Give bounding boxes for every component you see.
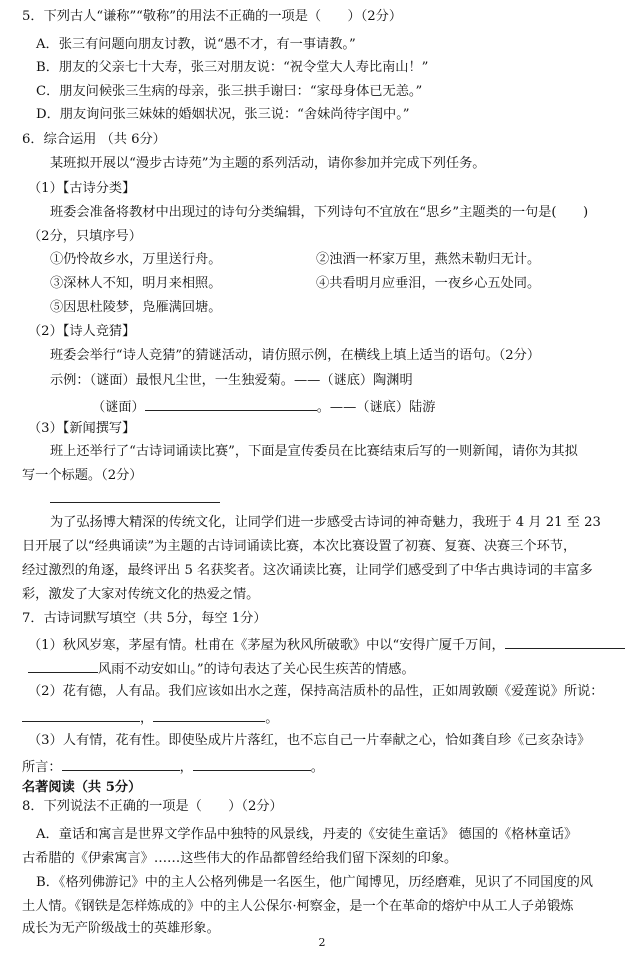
q5-stem: 5．下列古人“谦称”“敬称”的用法不正确的一项是（ ）（2分） (22, 9, 403, 24)
riddle-answer-blank[interactable] (145, 396, 317, 411)
news-line-2: 日开展了以“经典诵读”为主题的古诗词诵读比赛，本次比赛设置了初赛、复赛、决赛三个环节， (22, 539, 577, 554)
q6-task2-example: 示例：（谜面）最恨凡尘世，一生独爱菊。——（谜底）陶渊明 (50, 373, 413, 388)
reading-heading: 名著阅读（共 5分） (22, 780, 142, 795)
q6-task1-line2: （2分，只填序号） (28, 229, 142, 244)
q7-part3-line1: （3）人有情，花有性。即使坠成片片落红，也不忘自己一片奉献之心，恰如龚自珍《己亥杂诗》 (28, 733, 591, 748)
q7-part1-line1 (28, 634, 625, 655)
q7-title: 7．古诗词默写填空（共 5分，每空 1分） (22, 611, 267, 626)
q8-option-a-line2: 古希腊的《伊索寓言》……这些伟大的作品都曾经给我们留下深刻的印象。 (22, 851, 458, 866)
q6-title: 6．综合运用 （共 6分） (22, 132, 166, 147)
q6-task3-line2: 写一个标题。（2分） (22, 468, 143, 483)
riddle-suffix: 。——（谜底）陆游 (316, 400, 436, 415)
q7-part3-sep: ， (179, 760, 193, 775)
poem-5: ⑤因思杜陵梦，凫雁满回塘。 (50, 300, 222, 315)
q7-blank-2[interactable] (28, 658, 98, 673)
q7-blank-4[interactable] (153, 707, 265, 722)
q7-blank-6[interactable] (193, 756, 311, 771)
q7-part2-line2 (22, 707, 278, 728)
q8-option-b-line2: 土人情。《钢铁是怎样炼成的》中的主人公保尔·柯察金，是一个在革命的熔炉中从工人子弟锻炼 (22, 899, 574, 914)
riddle-prefix: （谜面） (92, 400, 145, 415)
q7-part2-line1: （2）花有德，人有品。我们应该如出水之莲，保持高洁质朴的品性，正如周敦颐《爱莲说》所说： (28, 684, 604, 699)
q7-part2-end: 。 (265, 711, 279, 726)
poem-2: ②浊酒一杯家万里，燕然未勒归无计。 (316, 252, 541, 267)
q5-option-a: A．张三有问题向朋友讨教，说“愚不才，有一事请教。” (36, 37, 356, 52)
news-line-3: 经过激烈的角逐，最终评出 5 名获奖者。这次诵读比赛，让同学们感受到了中华古典诗词的丰富多 (22, 563, 593, 578)
q6-task3-title: （3）【新闻撰写】 (28, 421, 136, 436)
q7-blank-5[interactable] (62, 756, 180, 771)
q7-part1-line2 (28, 658, 415, 679)
q7-blank-1[interactable] (505, 634, 625, 649)
poem-1: ①仍怜故乡水，万里送行舟。 (50, 252, 222, 267)
q6-task3-line1: 班上还举行了“古诗词诵读比赛”，下面是宣传委员在比赛结束后写的一则新闻，请你为其拟 (50, 444, 578, 459)
page-number: 2 (318, 936, 326, 949)
q5-option-b: B．朋友的父亲七十大寿，张三对朋友说：“祝令堂大人寿比南山！” (36, 60, 429, 75)
q6-task1-title: （1）【古诗分类】 (28, 181, 136, 196)
q7-part3-line2 (22, 756, 324, 777)
q7-part3-prefix: 所言： (22, 760, 62, 775)
q7-part1-text2: 风雨不动安如山。”的诗句表达了关心民生疾苦的情感。 (98, 662, 415, 677)
q6-task2-title: （2）【诗人竞猜】 (28, 324, 136, 339)
q6-intro: 某班拟开展以“漫步古诗苑”为主题的系列活动，请你参加并完成下列任务。 (50, 156, 486, 171)
poem-3: ③深林人不知，明月来相照。 (50, 276, 222, 291)
headline-blank-row (50, 488, 220, 509)
q5-option-c: C．朋友问候张三生病的母亲，张三拱手谢曰：“家母身体已无恙。” (36, 84, 423, 99)
q7-part2-sep: ， (140, 711, 154, 726)
q7-part1-text: （1）秋风岁寒，茅屋有情。杜甫在《茅屋为秋风所破歌》中以“安得广厦千万间， (28, 638, 505, 653)
q7-blank-3[interactable] (22, 707, 140, 722)
q6-task2-fill-line (92, 396, 435, 417)
news-line-4: 彩，激发了大家对传统文化的热爱之情。 (22, 587, 260, 602)
q8-option-a-line1: A．童话和寓言是世界文学作品中独特的风景线，丹麦的《安徒生童话》 德国的《格林童话》 (36, 827, 578, 842)
q5-option-d: D．朋友询问张三妹妹的婚姻状况，张三说：“舍妹尚待字闺中。” (36, 107, 410, 122)
q8-stem: 8．下列说法不正确的一项是（ ）（2分） (22, 799, 283, 814)
q6-task2-line1: 班委会举行“诗人竞猜”的猜谜活动，请仿照示例，在横线上填上适当的语句。（2分） (50, 348, 541, 363)
q7-part3-end: 。 (310, 760, 324, 775)
poem-4: ④共看明月应垂泪，一夜乡心五处同。 (316, 276, 541, 291)
q6-task1-line1: 班委会准备将教材中出现过的诗句分类编辑，下列诗句不宜放在“思乡”主题类的一句是( ) (50, 205, 589, 220)
q8-option-b-line1: B．《格列佛游记》中的主人公格列佛是一名医生，他广闻博见，历经磨难，见识了不同国度的风 (36, 875, 593, 890)
news-line-1: 为了弘扬博大精深的传统文化，让同学们进一步感受古诗词的神奇魅力，我班于 4 月 21 至 23 (50, 515, 601, 530)
headline-blank[interactable] (50, 488, 220, 503)
q8-option-b-line3: 成长为无产阶级战士的英雄形象。 (22, 921, 220, 936)
